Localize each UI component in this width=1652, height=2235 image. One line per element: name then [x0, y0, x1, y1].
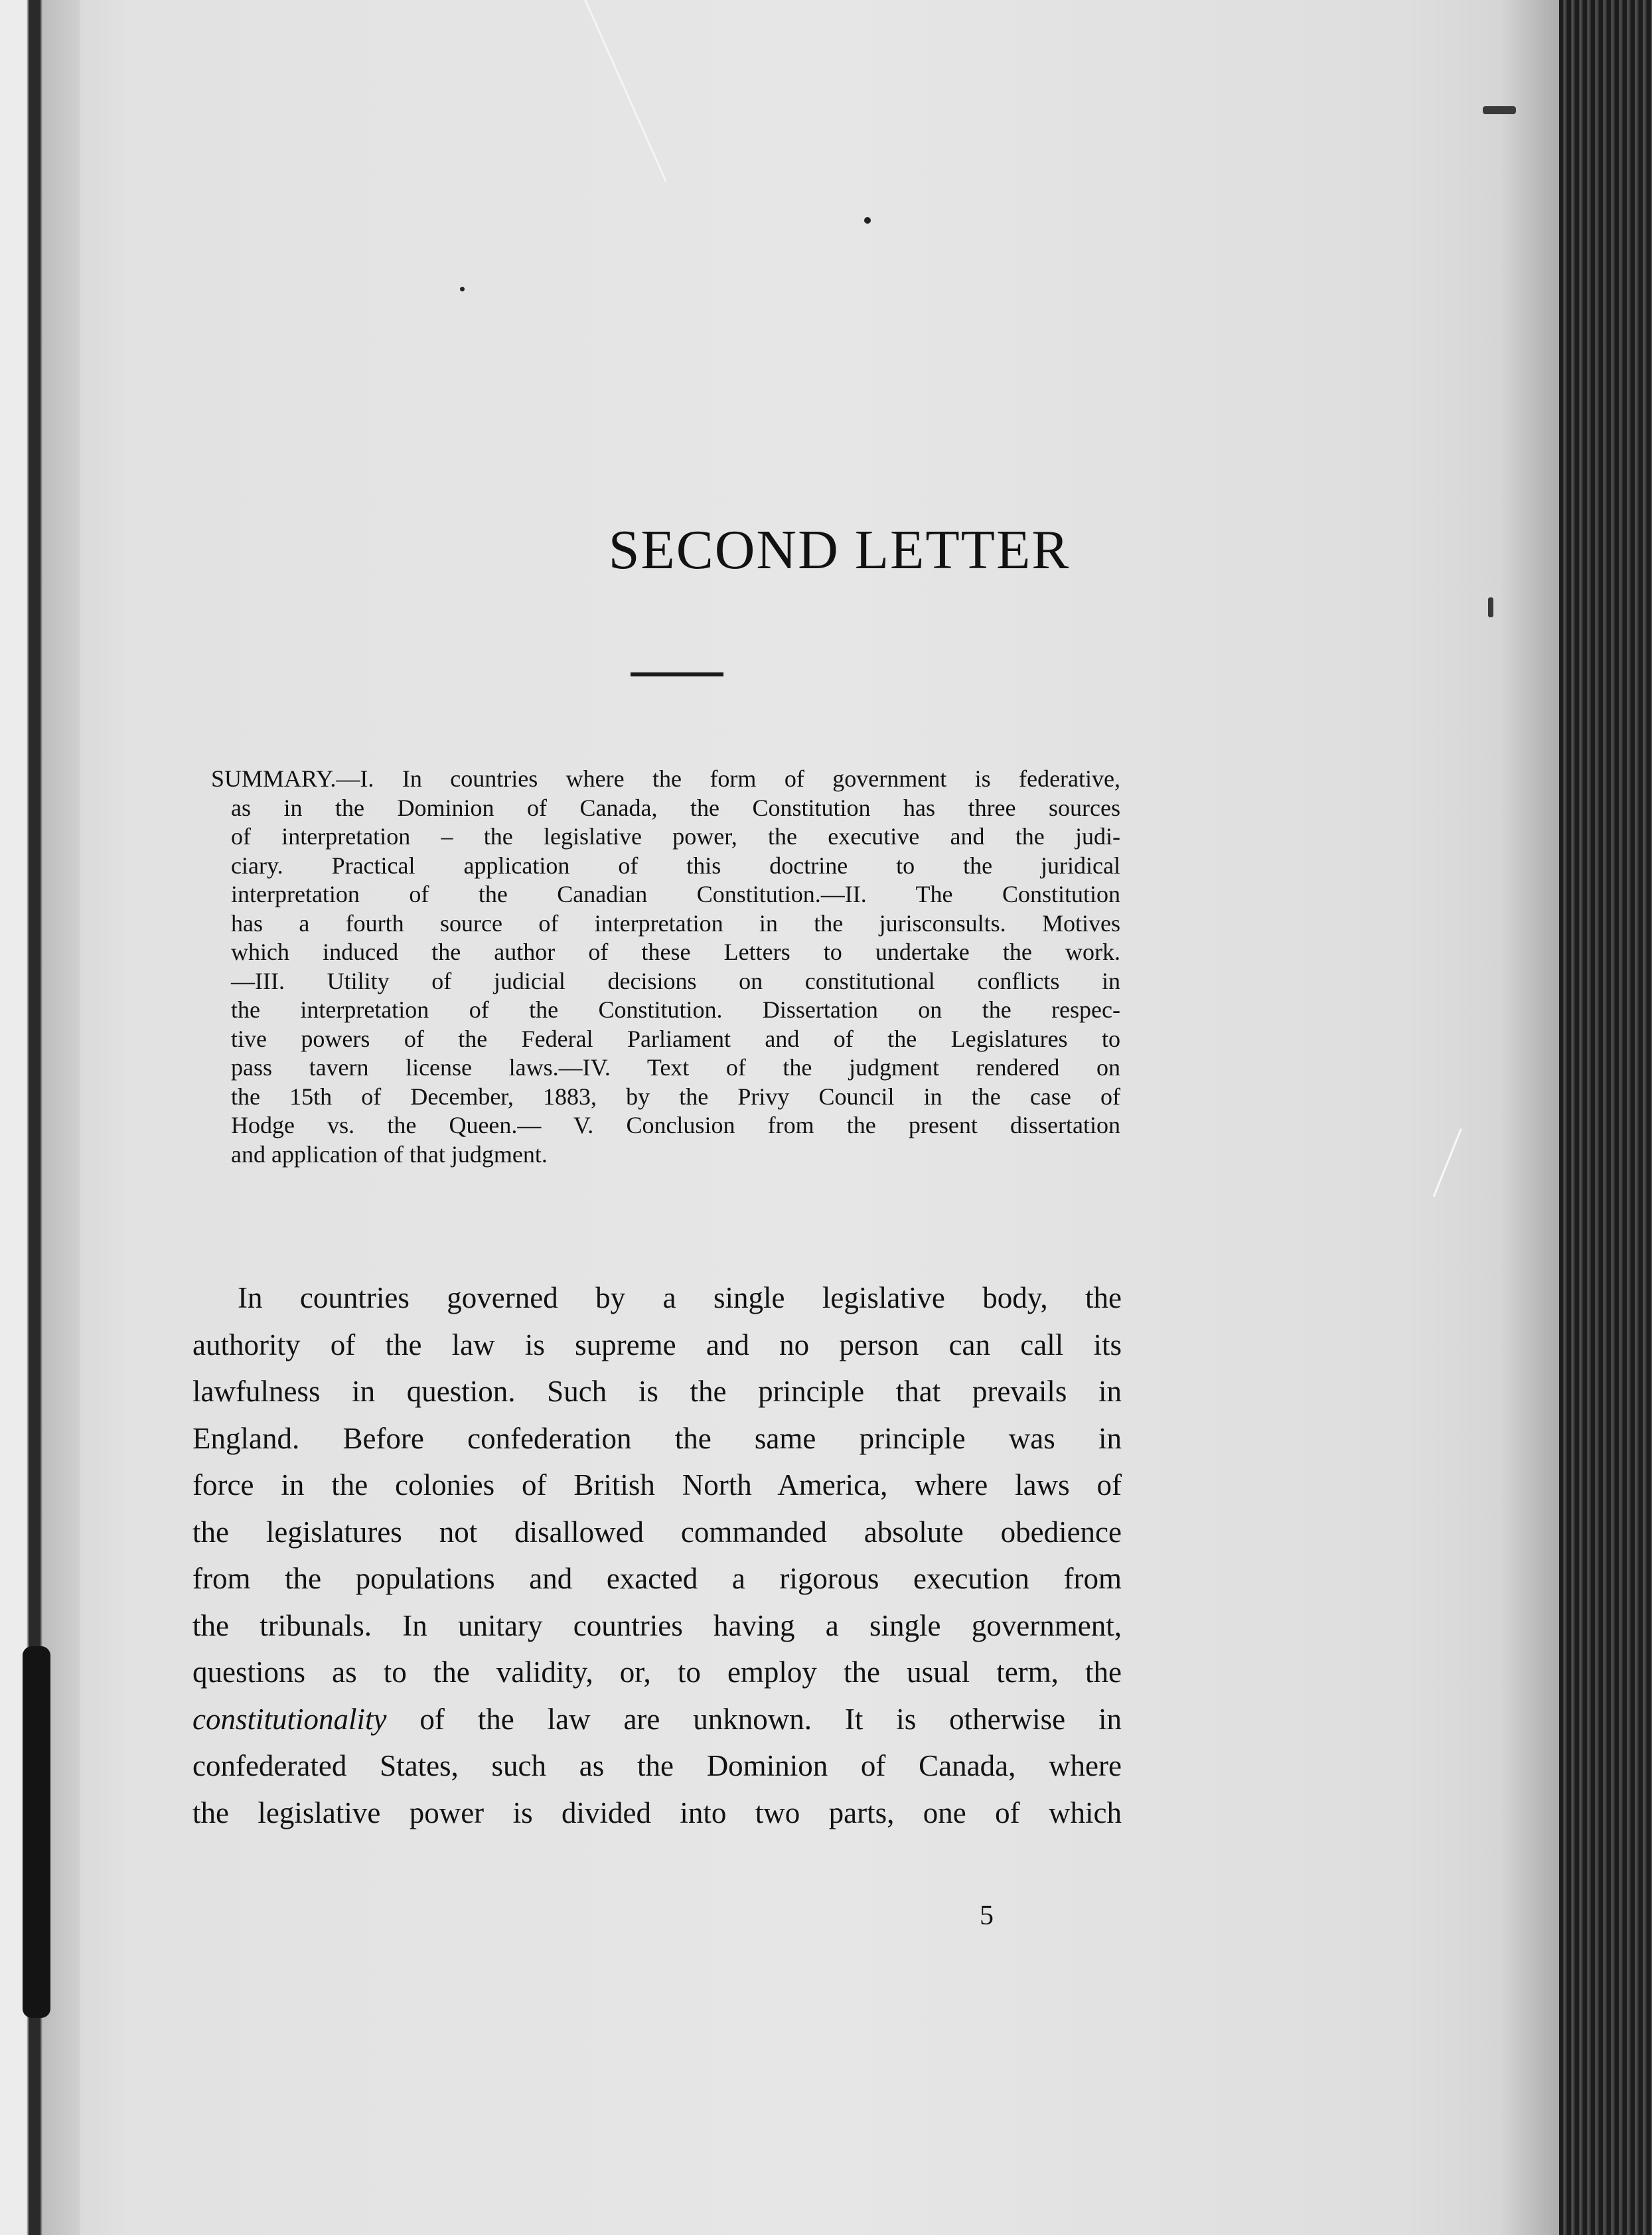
body-line: from the populations and exacted a rigorous execution from	[192, 1562, 1122, 1595]
body-line-with-italic	[192, 1696, 1122, 1743]
body-line: force in the colonies of British North America, where laws of	[192, 1468, 1122, 1502]
chapter-summary	[211, 765, 1120, 1169]
summary-line: Hodge vs. the Queen.— V. Conclusion from the present dissertation	[231, 1112, 1120, 1138]
summary-line: the interpretation of the Constitution. Dissertation on the respec-	[231, 996, 1120, 1023]
summary-line: of interpretation – the legislative power, the executive and the judi-	[231, 823, 1120, 850]
body-line: England. Before confederation the same principle was in	[192, 1421, 1122, 1455]
title-rule	[631, 672, 723, 676]
binding-shadow-mark	[23, 1646, 50, 2018]
body-line: In countries governed by a single legislative body, the	[238, 1281, 1122, 1314]
summary-line: —III. Utility of judicial decisions on constitutional conflicts in	[231, 967, 1120, 994]
body-line: the tribunals. In unitary countries having a single government,	[192, 1608, 1122, 1642]
scan-speck	[864, 217, 871, 224]
scan-speck	[1488, 597, 1493, 617]
page-title: SECOND LETTER	[608, 519, 1071, 581]
body-line-rest: of the law are unknown. It is otherwise in	[386, 1702, 1122, 1736]
body-paragraph	[192, 1274, 1122, 1836]
right-page-edges	[1559, 0, 1652, 2235]
summary-line: pass tavern license laws.—IV. Text of the judgment rendered on	[231, 1054, 1120, 1081]
right-gutter-shadow	[1499, 0, 1559, 2235]
page-number: 5	[980, 1900, 994, 1931]
summary-line: as in the Dominion of Canada, the Constitution has three sources	[231, 794, 1120, 821]
summary-line: and application of that judgment.	[231, 1140, 548, 1168]
summary-line: ciary. Practical application of this doctrine to the juridical	[231, 852, 1120, 879]
body-line: the legislatures not disallowed commanded absolute obedience	[192, 1515, 1122, 1549]
body-line: confederated States, such as the Dominion of Canada, where	[192, 1749, 1122, 1782]
body-line: lawfulness in question. Such is the principle that prevails in	[192, 1375, 1122, 1408]
scan-speck	[460, 287, 465, 291]
body-line: questions as to the validity, or, to employ the usual term, the	[192, 1656, 1122, 1689]
italic-term: constitutionality	[192, 1702, 387, 1736]
body-line: authority of the law is supreme and no person can call its	[192, 1328, 1122, 1361]
summary-line: SUMMARY.—I. In countries where the form of government is federative,	[211, 765, 1120, 792]
summary-line: which induced the author of these Letters to undertake the work.	[231, 939, 1120, 965]
summary-line: the 15th of December, 1883, by the Privy Council in the case of	[231, 1083, 1120, 1110]
summary-line: has a fourth source of interpretation in the jurisconsults. Motives	[231, 909, 1120, 937]
summary-line: tive powers of the Federal Parliament and of the Legislatures to	[231, 1025, 1120, 1052]
scan-speck	[1483, 106, 1516, 114]
body-line: the legislative power is divided into two parts, one of which	[192, 1796, 1122, 1829]
summary-line: interpretation of the Canadian Constitution.—II. The Constitution	[231, 881, 1120, 907]
